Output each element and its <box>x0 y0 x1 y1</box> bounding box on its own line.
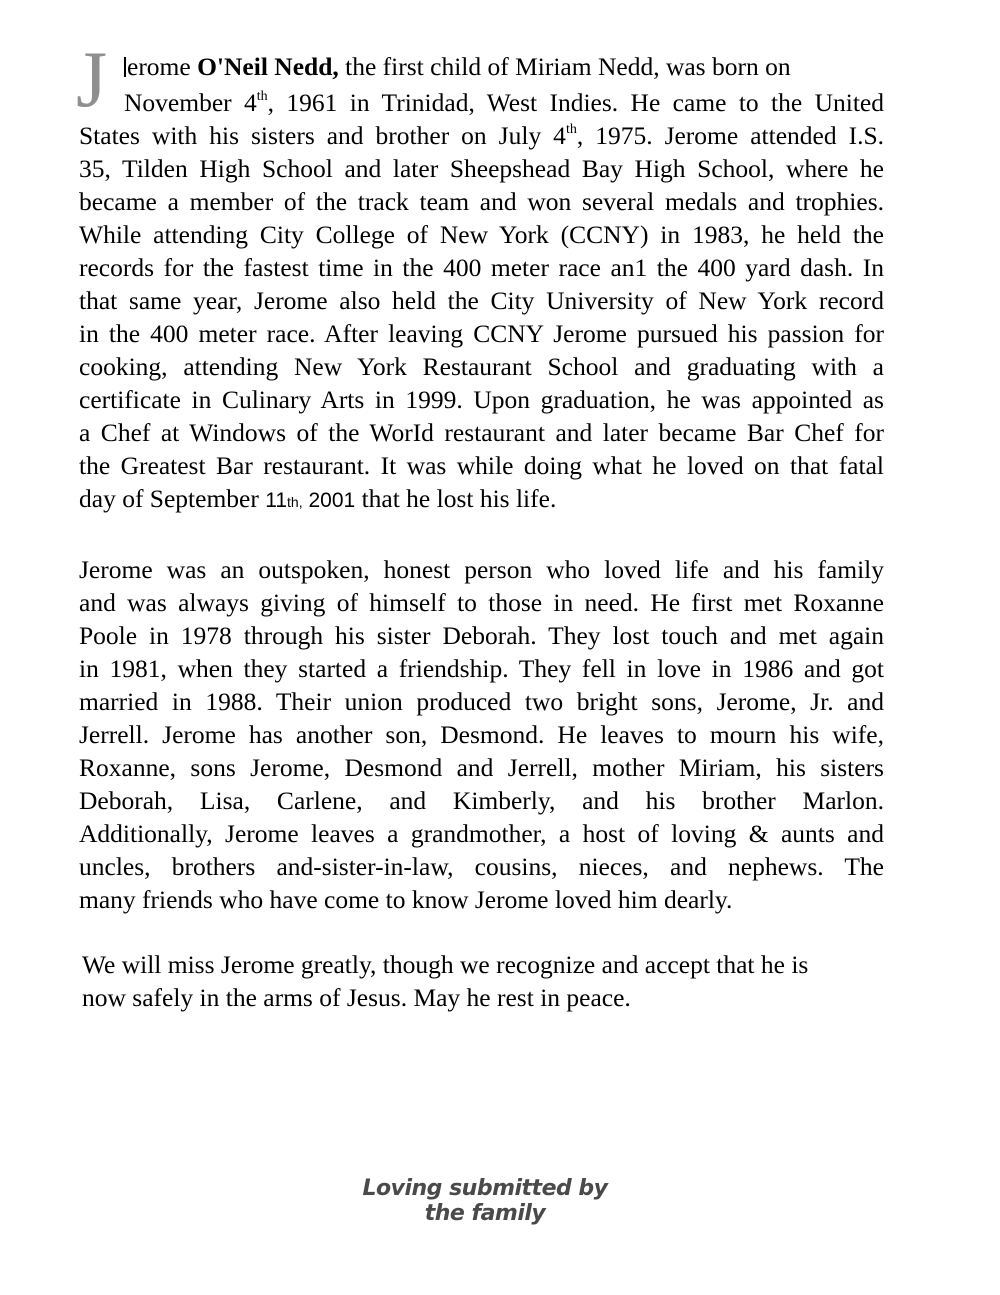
text-line: 35, Tilden High School and later Sheepshead Bay High School, where he <box>79 154 884 183</box>
text-line: day of September 11th, 2001 that he lost his life. <box>79 484 557 513</box>
text-cursor <box>124 57 126 77</box>
text-line: a Chef at Windows of the WorId restaurant and later became Bar Chef for <box>79 418 884 447</box>
drop-cap-letter: J <box>76 36 108 124</box>
text-line: now safely in the arms of Jesus. May he rest in peace. <box>82 983 631 1012</box>
text-line: cooking, attending New York Restaurant School and graduating with a <box>79 352 884 381</box>
text-line: in 1981, when they started a friendship. They fell in love in 1986 and got <box>79 654 884 683</box>
text-line: Deborah, Lisa, Carlene, and Kimberly, and his brother Marlon. <box>79 786 884 815</box>
text-line: the Greatest Bar restaurant. It was while doing what he loved on that fatal <box>79 451 884 480</box>
text-line: Roxanne, sons Jerome, Desmond and Jerrell, mother Miriam, his sisters <box>79 753 884 782</box>
text-line: November 4th, 1961 in Trinidad, West Indies. He came to the United <box>124 88 884 117</box>
text-line: Additionally, Jerome leaves a grandmother, a host of loving & aunts and <box>79 819 884 848</box>
family-signature: Loving submitted by the family <box>362 1176 608 1226</box>
text-line: While attending City College of New York (CCNY) in 1983, he held the <box>79 220 884 249</box>
text-line: uncles, brothers and-sister-in-law, cousins, nieces, and nephews. The <box>79 852 884 881</box>
text-line: erome O'Neil Nedd, the first child of Miriam Nedd, was born on <box>124 50 791 83</box>
text-line: certificate in Culinary Arts in 1999. Upon graduation, he was appointed as <box>79 385 884 414</box>
full-name: O'Neil Nedd, <box>197 52 339 81</box>
text-line: Jerrell. Jerome has another son, Desmond. He leaves to mourn his wife, <box>79 720 884 749</box>
text-line: in the 400 meter race. After leaving CCNY Jerome pursued his passion for <box>79 319 884 348</box>
text-line: and was always giving of himself to those in need. He first met Roxanne <box>79 588 884 617</box>
text-line: married in 1988. Their union produced two bright sons, Jerome, Jr. and <box>79 687 884 716</box>
text-line: that same year, Jerome also held the City University of New York record <box>79 286 884 315</box>
text-line: States with his sisters and brother on July 4th, 1975. Jerome attended I.S. <box>79 121 884 150</box>
text-line: Jerome was an outspoken, honest person who loved life and his family <box>79 555 884 584</box>
text-line: Poole in 1978 through his sister Deborah. They lost touch and met again <box>79 621 884 650</box>
text-line: We will miss Jerome greatly, though we recognize and accept that he is <box>82 950 809 979</box>
text-line: many friends who have come to know Jerome loved him dearly. <box>79 885 733 914</box>
text-line: became a member of the track team and won several medals and trophies. <box>79 187 884 216</box>
text-line: records for the fastest time in the 400 meter race an1 the 400 yard dash. In <box>79 253 884 282</box>
